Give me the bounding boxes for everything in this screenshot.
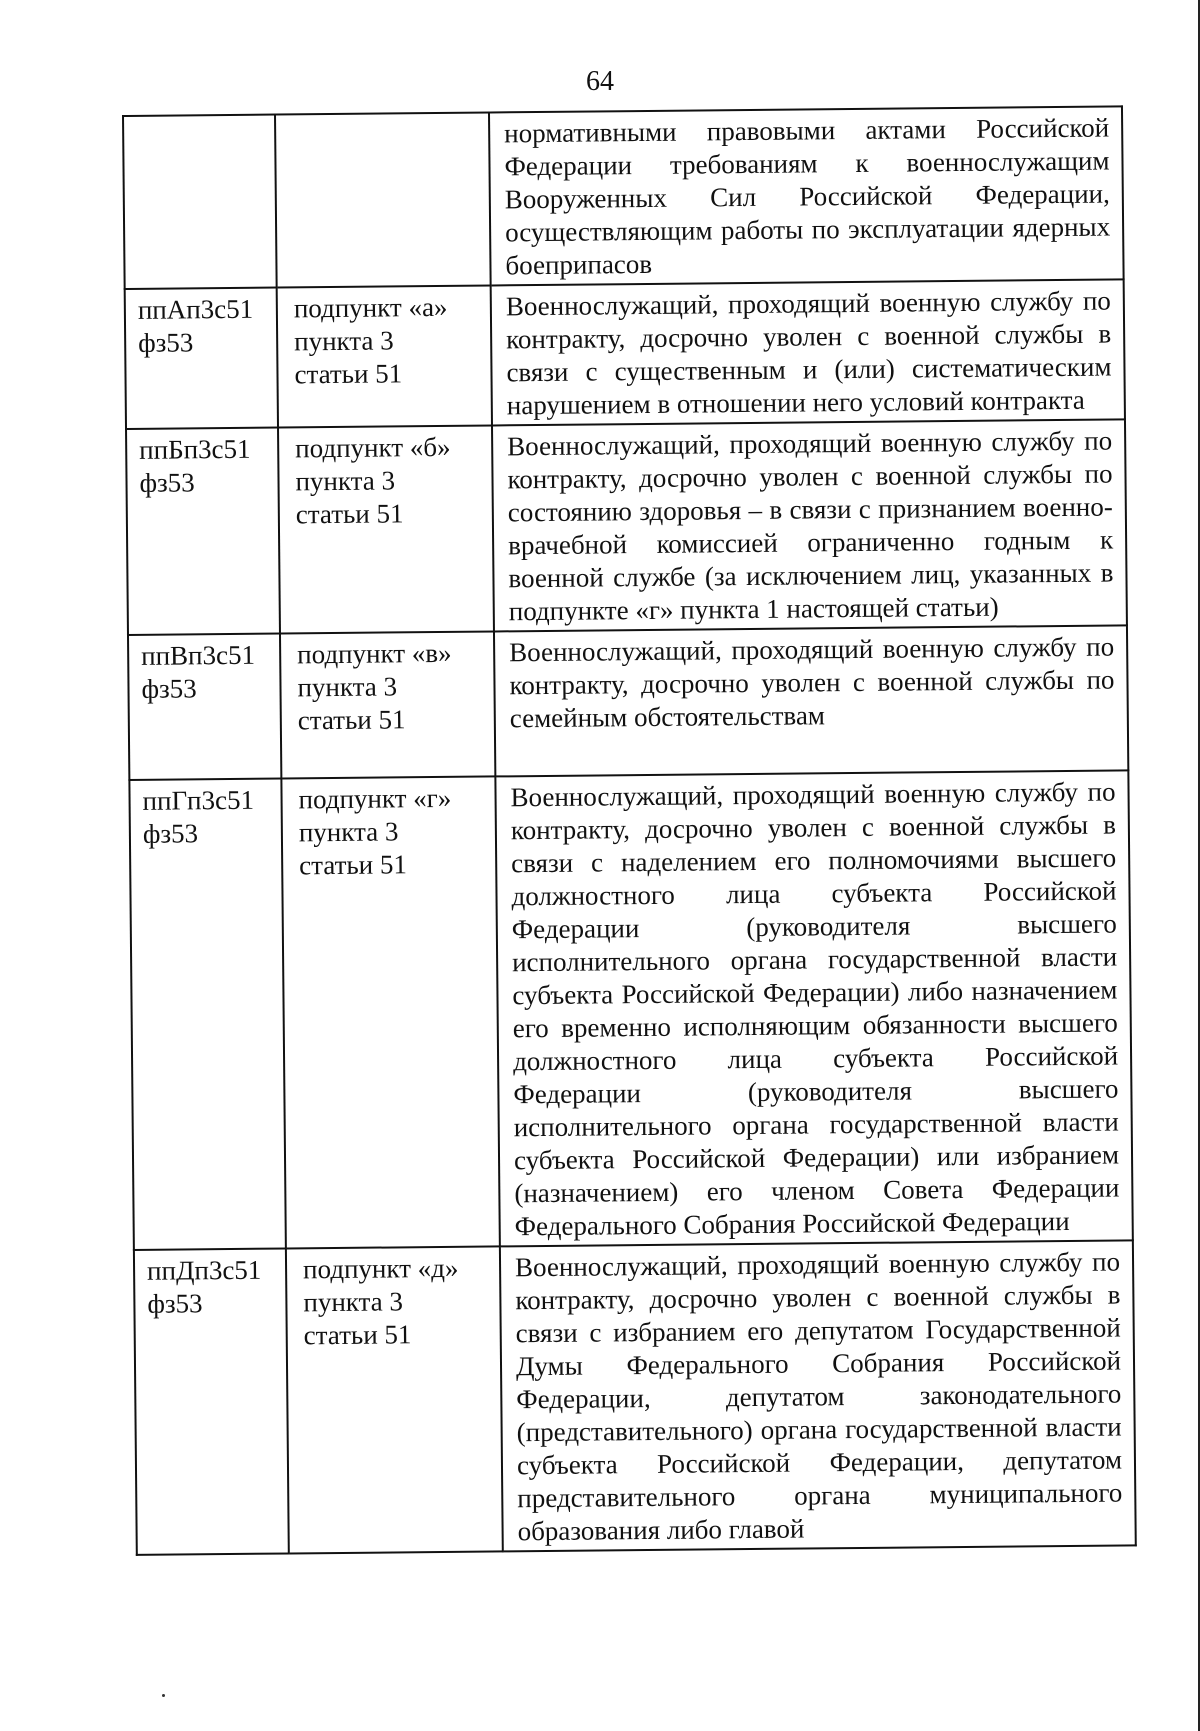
- table-row: [128, 625, 1128, 780]
- reference-cell: подпункт «а» пункта 3 статьи 51: [277, 285, 492, 427]
- description-cell: нормативными правовыми актами Российской Федерации требованиям к военнослужащим Вооруженных Сил Российской Федерации, осуществляющим работы по эксплуатации ядерных боеприпасов: [489, 106, 1124, 285]
- description-cell: Военнослужащий, проходящий военную службу по контракту, досрочно уволен с военной службы по семейным обстоятельствам: [494, 625, 1128, 776]
- table-row: [129, 770, 1132, 1250]
- code-cell: ппГп3с51 фз53: [129, 779, 286, 1250]
- code-cell: ппДп3с51 фз53: [134, 1248, 289, 1554]
- table-row: [123, 106, 1124, 289]
- description-cell: Военнослужащий, проходящий военную службу по контракту, досрочно уволен с военной службы по состоянию здоровья – в связи с признанием военно-врачебной комиссией ограниченно годным к военной службе (за исключением лиц, указанных в подпункте «г» пункта 1 настоящей статьи): [492, 419, 1127, 631]
- description-cell: Военнослужащий, проходящий военную службу по контракту, досрочно уволен с военной службы в связи с наделением его полномочиями высшего должностного лица субъекта Российской Федерации (руководителя высшего исполнительного органа государственной власти субъекта Российской Федерации) либо назначением его временно исполняющим обязанности высшего должностного лица субъекта Российской Федерации (руководителя высшего исполнительного органа государственной власти субъекта Российской Федерации) или избранием (назначением) его членом Совета Федерации Федерального Собрания Российской Федерации: [495, 770, 1132, 1246]
- reference-cell: подпункт «в» пункта 3 статьи 51: [280, 631, 495, 778]
- reference-cell: подпункт «д» пункта 3 статьи 51: [286, 1246, 503, 1553]
- code-cell: ппБп3с51 фз53: [126, 428, 280, 635]
- table-row: [125, 279, 1125, 429]
- code-cell: ппВп3с51 фз53: [128, 634, 281, 780]
- code-cell: ппАп3с51 фз53: [125, 288, 278, 429]
- reference-cell: подпункт «г» пункта 3 статьи 51: [281, 776, 500, 1248]
- code-cell: [123, 115, 277, 289]
- description-cell: Военнослужащий, проходящий военную службу по контракту, досрочно уволен с военной службы в связи с существенным и (или) систематическим нарушением в отношении него условий контракта: [491, 279, 1125, 425]
- description-cell: Военнослужащий, проходящий военную службу по контракту, досрочно уволен с военной службы в связи с избранием его депутатом Государственной Думы Федерального Собрания Российской Федерации, депутатом законодательного (представительного) органа государственной власти субъекта Российской Федерации, депутатом представительного органа муниципального образования либо главой: [500, 1240, 1136, 1551]
- table-row: [134, 1240, 1136, 1555]
- table-row: [126, 419, 1127, 635]
- discharge-codes-table: [122, 105, 1137, 1556]
- scan-speck: [162, 1694, 165, 1697]
- page-number: 64: [586, 66, 614, 97]
- reference-cell: подпункт «б» пункта 3 статьи 51: [278, 425, 494, 633]
- reference-cell: [275, 112, 491, 287]
